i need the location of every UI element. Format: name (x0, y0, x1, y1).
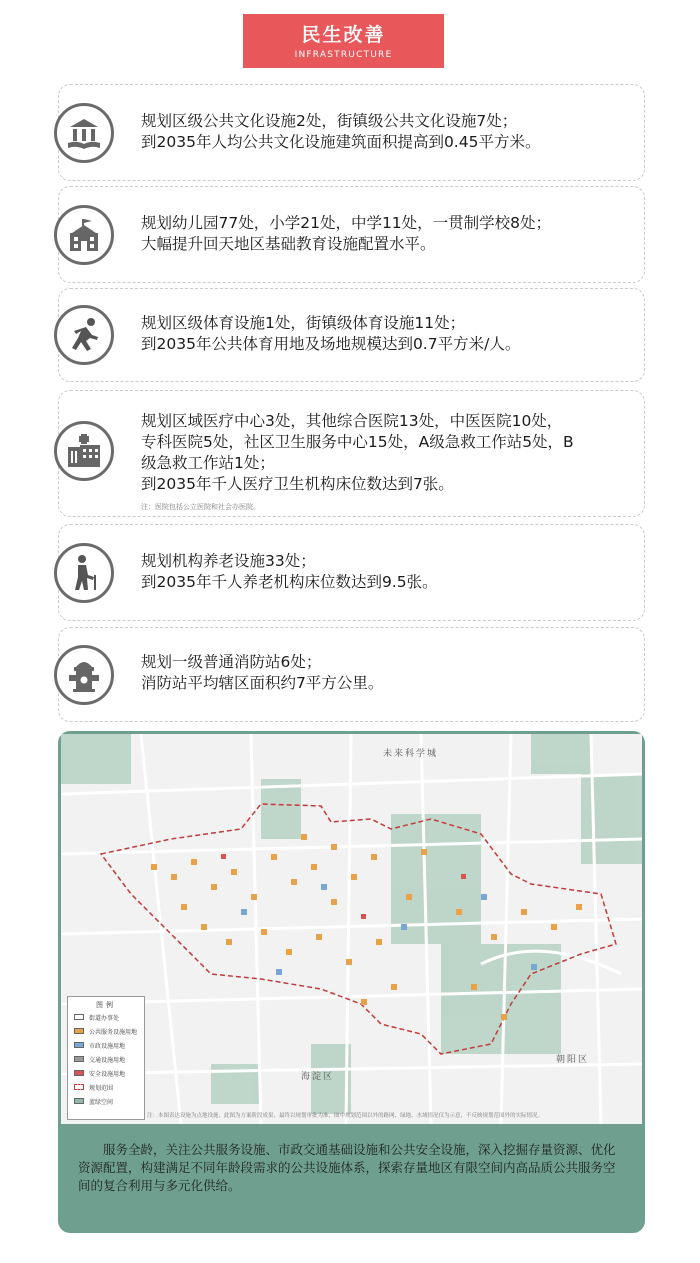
medical-text: 规划区域医疗中心3处，其他综合医院13处，中医医院10处， 专科医院5处，社区卫生服务中心15处，A级急救工作站5处，B 级急救工作站1处； 到2035年千人医疗卫生机构床位数达到7张。 (141, 412, 574, 493)
legend-item: 安全设施用地 (68, 1066, 144, 1080)
library-icon (54, 103, 114, 163)
medical-card (58, 390, 645, 517)
map-legend (67, 996, 145, 1120)
map-label-north: 未来科学城 (383, 749, 439, 759)
facility-map-panel (58, 731, 645, 1233)
map-label-west: 海淀区 (301, 1072, 335, 1082)
legend-item: 市政设施用地 (68, 1038, 144, 1052)
sports-text: 规划区级体育设施1处，街镇级体育设施11处； 到2035年公共体育用地及场地规模达到0.7平方米/人。 (141, 314, 521, 353)
hospital-icon (54, 421, 114, 481)
runner-icon (54, 305, 114, 365)
map-graphic (61, 734, 642, 1124)
fire-hydrant-icon (54, 645, 114, 705)
elderly-text: 规划机构养老设施33处； 到2035年千人养老机构床位数达到9.5张。 (141, 552, 438, 591)
school-icon (54, 205, 114, 265)
map-note: 注：本图表达设施为点地设施，此图为方案阶段成果，最终以规划审批为准，图中规划范围以外的路网、绿地、水域情况仅为示意，不反映规划范围外的实际情况。 (147, 1113, 544, 1119)
culture-text: 规划区级公共文化设施2处，街镇级公共文化设施7处； 到2035年人均公共文化设施建筑面积提高到0.45平方米。 (141, 112, 541, 151)
fire-safety-card (58, 627, 645, 722)
legend-item: 规划范围 (68, 1080, 144, 1094)
medical-note: 注：医院包括公立医院和社会办医院。 (141, 503, 260, 511)
fire-safety-text: 规划一级普通消防站6处； 消防站平均辖区面积约7平方公里。 (141, 653, 384, 692)
education-text: 规划幼儿园77处，小学21处，中学11处，一贯制学校8处； 大幅提升回天地区基础教育设施配置水平。 (141, 214, 552, 253)
education-card (58, 186, 645, 283)
legend-item: 街道办事处 (68, 1010, 144, 1024)
map-label-east: 朝阳区 (556, 1055, 590, 1065)
elderly-care-card (58, 524, 645, 621)
elderly-icon (54, 543, 114, 603)
legend-item: 蓝绿空间 (68, 1094, 144, 1108)
legend-item: 交通设施用地 (68, 1052, 144, 1066)
section-subtitle: INFRASTRUCTURE (294, 50, 393, 60)
sports-card (58, 288, 645, 382)
culture-card (58, 84, 645, 181)
section-title: 民生改善 (301, 24, 386, 46)
summary-text: 服务全龄，关注公共服务设施、市政交通基础设施和公共安全设施，深入挖掘存量资源、优化资源配置，构建满足不同年龄段需求的公共设施体系，探索存量地区有限空间内高品质公共服务空间的复合利用与多元化供给。 (78, 1142, 616, 1193)
legend-item: 公共服务设施用地 (68, 1024, 144, 1038)
section-header (243, 14, 444, 68)
legend-title: 图例 (96, 1001, 116, 1009)
facility-map (61, 734, 642, 1124)
